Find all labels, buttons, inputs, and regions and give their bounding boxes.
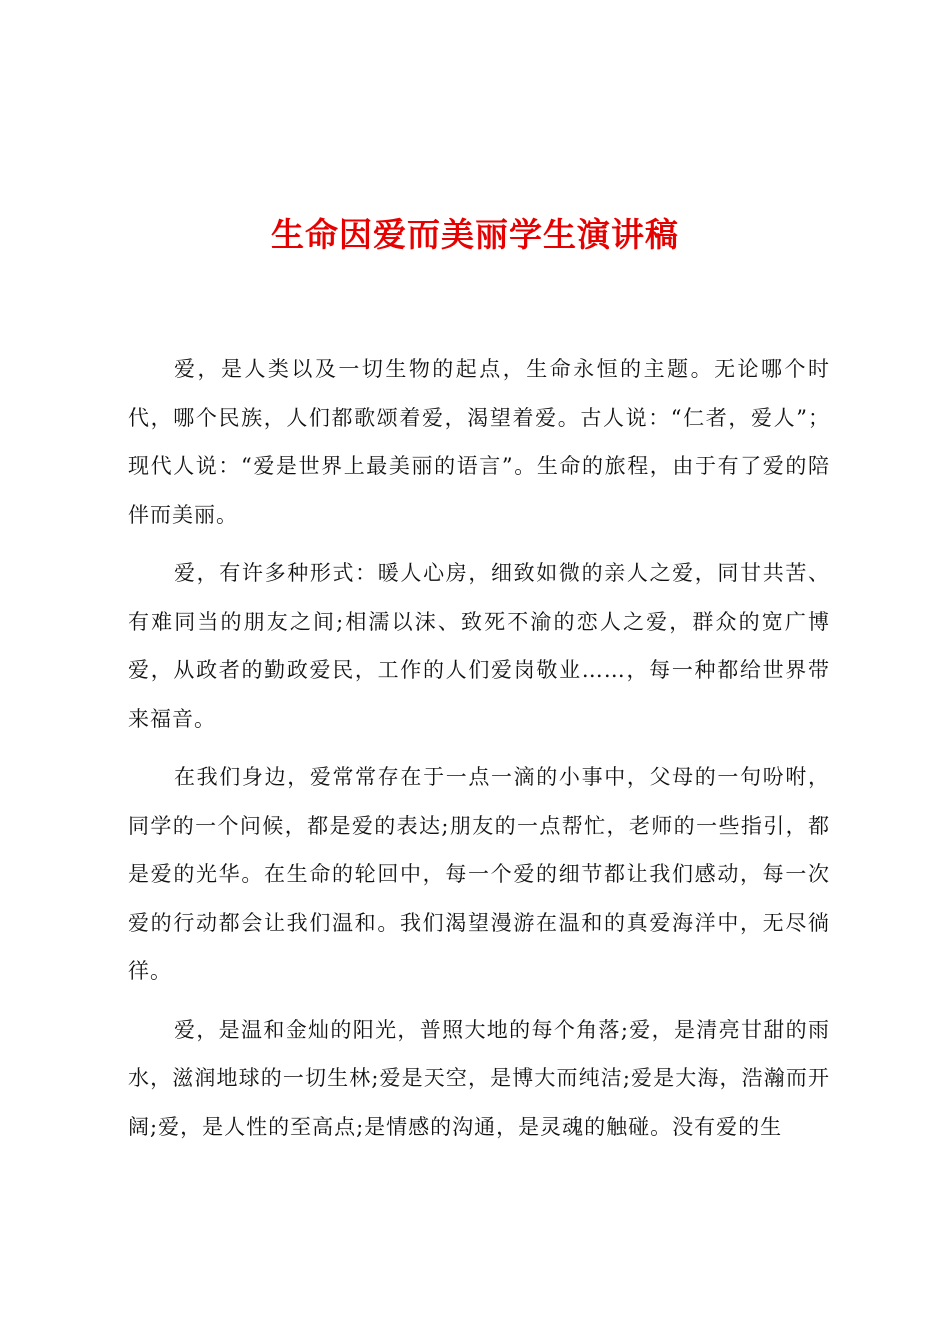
paragraph-4: 爱，是温和金灿的阳光，普照大地的每个角落;爱，是清亮甘甜的雨水，滋润地球的一切生林;爱是天空，是博大而纯洁;爱是大海，浩瀚而开阔;爱，是人性的至高点;是情感的沟通，是灵魂的触碰。没有爱的生 [128, 1017, 830, 1139]
paragraph-1: 爱，是人类以及一切生物的起点，生命永恒的主题。无论哪个时代，哪个民族，人们都歌颂着爱，渴望着爱。古人说：“仁者，爱人”；现代人说：“爱是世界上最美丽的语言”。生命的旅程，由于有了爱的陪伴而美丽。 [128, 357, 830, 527]
document-title: 生命因爱而美丽学生演讲稿 [271, 215, 679, 254]
paragraph-3: 在我们身边，爱常常存在于一点一滴的小事中，父母的一句吩咐，同学的一个问候，都是爱的表达;朋友的一点帮忙，老师的一些指引，都是爱的光华。在生命的轮回中，每一个爱的细节都让我们感动，每一次爱的行动都会让我们温和。我们渴望漫游在温和的真爱海洋中，无尽徜徉。 [128, 765, 830, 983]
paragraph-2: 爱，有许多种形式：暖人心房，细致如微的亲人之爱，同甘共苦、有难同当的朋友之间;相濡以沫、致死不渝的恋人之爱，群众的宽广博爱，从政者的勤政爱民，工作的人们爱岗敬业……，每一种都给世界带来福音。 [128, 561, 830, 731]
document-body [128, 345, 830, 1161]
